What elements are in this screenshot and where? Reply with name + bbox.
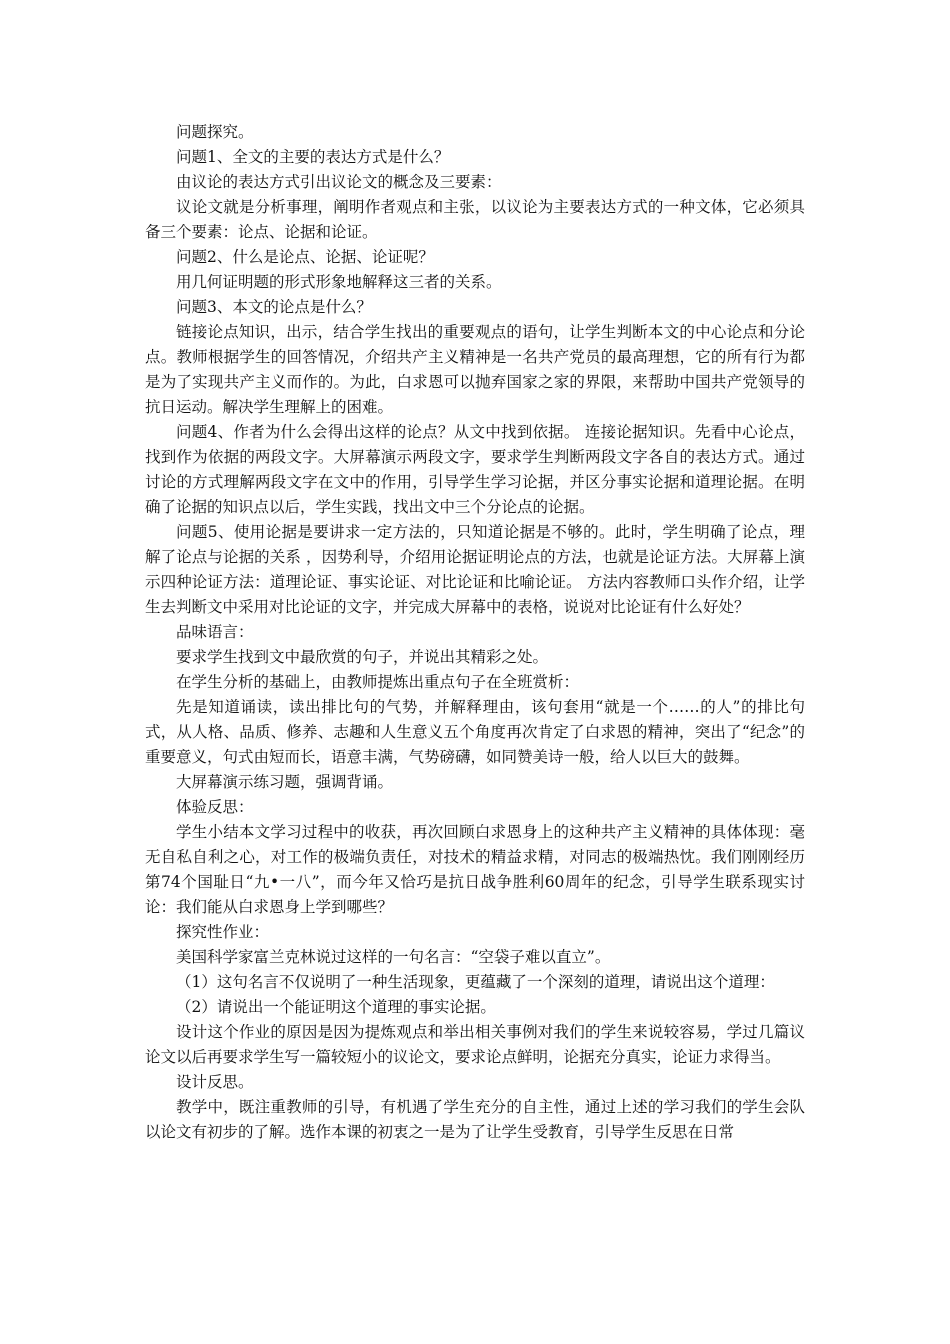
paragraph: （2）请说出一个能证明这个道理的事实论据。 (176, 998, 496, 1016)
paragraph: 探究性作业： (176, 923, 270, 941)
paragraph: 问题5、使用论据是要讲求一定方法的，只知道论据是不够的。此时，学生明确了论点，理解了论点与论据的关系 ，因势利导，介绍用论据证明论点的方法，也就是论证方法。大屏幕上演示四种论证方法：道理论证、事实论证、对比论证和比喻论证。 方法内容教师口头作介绍，让学生去判断文中采用对比论证的文字，并完成大屏幕中的表格，说说对比论证有什么好处？ (145, 523, 805, 616)
paragraph: 体验反思： (176, 798, 254, 816)
paragraph: 用几何证明题的形式形象地解释这三者的关系。 (176, 273, 502, 291)
paragraph: 教学中，既注重教师的引导，有机遇了学生充分的自主性，通过上述的学习我们的学生会队以论文有初步的了解。选作本课的初衷之一是为了让学生受教育，引导学生反思在日常 (145, 1098, 805, 1141)
paragraph: （1）这句名言不仅说明了一种生活现象，更蕴藏了一个深刻的道理，请说出这个道理： (176, 973, 775, 991)
paragraph: 议论文就是分析事理，阐明作者观点和主张，以议论为主要表达方式的一种文体，它必须具备三个要素：论点、论据和论证。 (145, 198, 805, 241)
paragraph: 先是知道诵读，读出排比句的气势，并解释理由，该句套用“就是一个……的人”的排比句式，从人格、品质、修养、志趣和人生意义五个角度再次肯定了白求恩的精神，突出了“纪念”的重要意义，句式由短而长，语意丰满，气势磅礴，如同赞美诗一般，给人以巨大的鼓舞。 (145, 698, 805, 766)
paragraph: 链接论点知识，出示，结合学生找出的重要观点的语句，让学生判断本文的中心论点和分论点。教师根据学生的回答情况，介绍共产主义精神是一名共产党员的最高理想，它的所有行为都是为了实现共产主义而作的。为此，白求恩可以抛弃国家之家的界限，来帮助中国共产党领导的抗日运动。解决学生理解上的困难。 (145, 323, 805, 416)
paragraph: 学生小结本文学习过程中的收获，再次回顾白求恩身上的这种共产主义精神的具体体现：毫无自私自利之心，对工作的极端负责任，对技术的精益求精，对同志的极端热忱。我们刚刚经历第74个国耻日“九•一八”，而今年又恰巧是抗日战争胜利60周年的纪念，引导学生联系现实讨论：我们能从白求恩身上学到哪些？ (145, 823, 805, 916)
paragraph: 问题1、全文的主要的表达方式是什么？ (176, 148, 450, 166)
paragraph: 大屏幕演示练习题，强调背诵。 (176, 773, 394, 791)
paragraph: 设计反思。 (176, 1073, 254, 1091)
paragraph: 设计这个作业的原因是因为提炼观点和举出相关事例对我们的学生来说较容易，学过几篇议论文以后再要求学生写一篇较短小的议论文，要求论点鲜明，论据充分真实，论证力求得当。 (145, 1023, 805, 1066)
paragraph: 美国科学家富兰克林说过这样的一句名言：“空袋子难以直立”。 (176, 948, 611, 966)
paragraph: 品味语言： (176, 623, 254, 641)
paragraph: 在学生分析的基础上，由教师提炼出重点句子在全班赏析： (176, 673, 580, 691)
paragraph: 要求学生找到文中最欣赏的句子，并说出其精彩之处。 (176, 648, 549, 666)
paragraph: 问题3、本文的论点是什么？ (176, 298, 372, 316)
paragraph: 问题4、作者为什么会得出这样的论点？从文中找到依据。 连接论据知识。先看中心论点，找到作为依据的两段文字。大屏幕演示两段文字，要求学生判断两段文字各自的表达方式。通过讨论的方式理解两段文字在文中的作用，引导学生学习论据，并区分事实论据和道理论据。在明确了论据的知识点以后，学生实践，找出文中三个分论点的论据。 (145, 423, 805, 516)
paragraph: 问题2、什么是论点、论据、论证呢？ (176, 248, 434, 266)
paragraph: 由议论的表达方式引出议论文的概念及三要素： (176, 173, 502, 191)
paragraph: 问题探究。 (176, 123, 254, 141)
